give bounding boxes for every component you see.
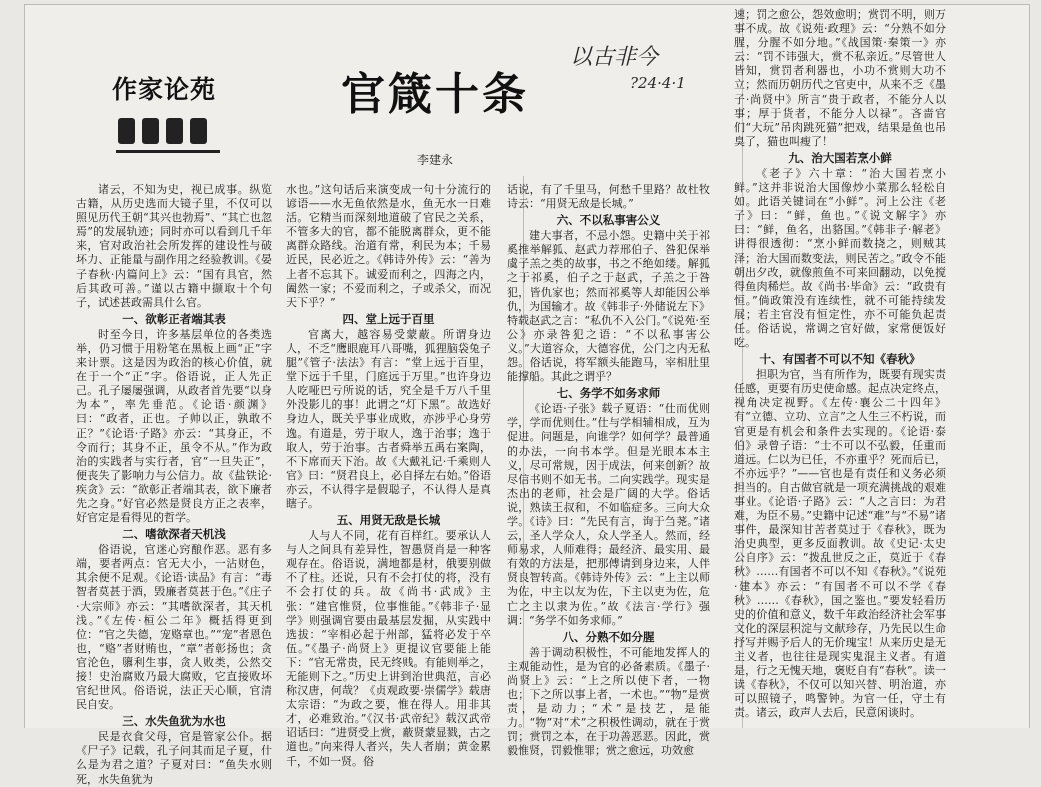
pen-icon bbox=[166, 118, 183, 144]
article-column-2 bbox=[286, 183, 491, 768]
article-column-1 bbox=[76, 183, 272, 786]
paragraph: 官离大，越容易受蒙蔽。所谓身边人，不乏“鹰眼鹿耳八哥嘴，狐狸脑袋兔子腿”《管子·法法》有言：“堂上远于百里，堂下远于千里，门庭远于万里。”也许身边人吃哑巴亏所说的话，究全是千万八千里外没影儿的事！此谓之“灯下黑”。故选好身边人，既关乎事业成败，亦涉乎心身劳逸。有道是，劳于取人，逸于治事；逸于取人，劳于治事。古者舜举五禹右案陶，不下席而天下治。故《大戴礼记·千乘则人官》曰：“贤君良上，必自择左右始。”俗语亦云，不认得字是假聪子，不认得人是真瞎子。 bbox=[286, 327, 491, 510]
paragraph: 担职为官，当有所作为，既要有现实责任感，更要有历史使命感。起点决定终点，视角决定视野。《左传·襄公二十四年》有“立德、立功、立言”之人生三不朽说，而官更是有机会和条件去实现的。《论语·泰伯》录曾子语：“士不可以不弘毅，任重而道远。仁以为已任，不亦重乎？死而后已，不亦远乎？”——官也是有责任和义务必须担当的。自古做官就是一项充满挑战的艰难事业。《论语·子路》云：“人之言曰：为君难，为臣不易。”史籍中记述“难”与“不易”诸事件，最深知甘苦者莫过于《春秋》，既为治史典型，更多反面教训。故《史记·太史公自序》云：“拨乱世反之正，莫近于《春秋》……有国者不可以不知《春秋》。”《说苑·建本》亦云：“有国者不可以不学《春秋》……《春秋》，国之鉴也。”要发轻看历史的价值和意义，数千年政治经济社会军事文化的深层积淀与文献珍存，乃先民以生命抒写并赐予后人的无价瑰宝！从来历史是无主义者，也往往是现实鬼混主义者。有道是，行之无愧天地，褒贬自有“春秋”。读一读《春秋》，不仅可以知兴替、明治道，亦可以照镜子，鸣警钟。为官一任，守土有责。诸云，政声人去后，民意闲谈时。 bbox=[734, 368, 946, 720]
handwritten-note-1: 以古非今 bbox=[570, 45, 659, 70]
paragraph: 民是衣食父母，官是管家公仆。据《尸子》记载，孔子问其而足子夏，什么是为君之道？子夏对曰：“鱼失水则死，水失鱼犹为 bbox=[76, 730, 272, 786]
paragraph: 速；罚之愈公，怨效愈明；赏罚不明，则万事不成。故《说苑·政理》云：“分熟不如分腥，分腥不如分地。”《战国策·秦策一》亦云：“罚不讳强大，赏不私亲近。”尽管世人皆知，赏罚者利器也，小功不赏则大功不立；然而历朝历代之官吏中，从来不乏《墨子·尚贤中》所言“贵于政者，不能分人以事；厚于货者，不能分人以禄”。吝啬官们“大玩”吊肉跳死猫”把戏，结果是鱼也吊臭了，猫也叫瘦了！ bbox=[734, 8, 946, 148]
paragraph: 诸云，不知为史，视已成事。纵览古籍，从历史选而大镜子里，不仅可以照见历代王朝“其兴也勃焉”、“其亡也忽焉”的发展轨迹；同时亦可以看到几千年来，官对政治社会所发挥的建设性与破坏力、正能量与副作用之经验教训。《晏子春秋·内篇问上》云：“国有具官，然后其政可善。”谨以古籍中撷取十个句子，试述甚政需具什么官。 bbox=[76, 183, 272, 309]
paragraph: 《论语·子张》载子夏语：“仕而优则学，学而优则仕。”仕与学相辅相成，互为促进。问题是，向谁学？如何学？最普通的办法，一向书本学。但是光眼本本主义，尽可常规，因于成法，何来创新？故尽信书则不如无书。二向实践学。现实是杰出的老师，社会是广阔的大学。俗话说，熟读王叔和，不如临症多。三向大众学。《诗》曰：“先民有言，询于刍荛。”诸云，圣人学众人，众人学圣人。然而，经师易求，人师难得；最经济、最实用、最有效的方法是，把那傅请到身边来，人伴贤良智转高。《韩诗外传》云：“上主以师为佐，中主以友为佐，下主以吏为佐，危亡之主以隶为佐。”故《法言·学行》强调：“务学不如务求师。” bbox=[507, 402, 710, 627]
pen-icon bbox=[142, 118, 159, 144]
article-title: 官箴十条 bbox=[341, 69, 529, 120]
section-heading: 三、水失鱼犹为水也 bbox=[122, 714, 226, 729]
column-badge bbox=[112, 70, 227, 170]
paragraph: 人与人不同，花有百样红。要承认人与人之间具有差异性，智愚贤肖是一种客观存在。俗语说，满地都是材，俄要别做不了柱。还说，只有不会打仗的将，没有不会打仗的兵。故《尚书·武成》主张：“建官惟贤，位事惟能。”《韩非子·显学》则强调官要由最基层发掘，从实践中选拔：“宰相必起于州部，猛将必发于卒伍。”《墨子·尚贤上》更提议官要能上能下：“官无常贵，民无终贱。有能则举之，无能则下之。”历史上讲到治世典范，言必称汉唐，何哉？《贞观政要·崇儒学》载唐太宗语：“为政之要，惟在得人。用非其才，必难致治。”《汉书·武帝纪》载汉武帝诏话曰：“进贤受上赏，蔽贤蒙显戮，古之道也。”向来得人者兴，失人者崩；黄金累千，不如一贤。俗 bbox=[286, 529, 491, 768]
section-heading: 六、不以私事害公义 bbox=[556, 213, 661, 228]
article-column-3 bbox=[507, 183, 710, 758]
right-border bbox=[1029, 4, 1030, 728]
pen-icon bbox=[190, 118, 207, 144]
section-heading: 一、欲彰正者端其表 bbox=[122, 311, 226, 326]
section-heading: 七、务学不如务求师 bbox=[556, 386, 661, 401]
top-border bbox=[24, 4, 1030, 5]
paragraph: 善于调动积极性，不可能地发挥人的主观能动性，是为官的必备素质。《墨子·尚贤上》云：“上之所以使下者，一物也；下之所以事上者，一术也。”“物”是赏责，是动力；“术”是技艺，是能力。“物”对“术”之积极性调动，就在于赏罚；赏罚之本，在于功善恶恶。因此，赏毅惟贤，罚毅惟罪；赏之愈远，功效愈 bbox=[507, 645, 710, 758]
section-heading: 二、嗜欲深者天机浅 bbox=[122, 527, 226, 542]
section-heading: 四、堂上远于百里 bbox=[342, 311, 435, 326]
handwritten-note-2: ?24·4·1 bbox=[630, 74, 686, 92]
left-border bbox=[24, 4, 25, 728]
article-column-4 bbox=[734, 8, 946, 728]
paragraph: 俗语说，官迷心窍酿作恶。恶有多端，要者两点：官无大小，一沾财色，其余便不足观。《论语·读品》有言：“毒智者莫甚于酒，毁廉者莫甚于色。”《庄子·大宗师》亦云：“其嗜欲深者，其天机浅。”《左传·桓公二年》概括得更到位：“官之失德，宠赂章也。”“宠”者恩色也，“赂”者财贿也，“章”者彰扬也；贪官沦色，隳利生事，贪人败类，公然交接！史治腐败乃最大腐败，它直接败坏官纪世风。俗语说，法正天心顺，官清民自安。 bbox=[76, 543, 272, 712]
paragraph: 建大事者，不忌小怨。史籍中关于祁奚推举解狐、赵武力荐邢伯子、咎犯保举虞子羔之类的故事，书之不绝如缕。解狐之于祁奚，伯子之于赵武，子羔之于咎犯，皆仇家也；然而祁奚等人却能因公举仇，为国输才。故《韩非子·外储说左下》特载赵武之言：“私仇不入公门。”《说苑·至公》亦录咎犯之语：“不以私事害公义。”大道容众，大德容优，公门之内无私怨。俗话说，将军额头能跑马，宰相肚里能撑船。其此之谓乎？ bbox=[507, 229, 710, 384]
author-byline: 李建永 bbox=[416, 153, 453, 167]
column-name: 作家论苑 bbox=[112, 75, 217, 104]
paragraph: 时至今日，许多基层单位的各类选举，仍习惯于用粉笔在黑板上画“正”字来计票。这是因为政治的核心价值，就在于一个“正”字。俗语说，正人先正己。孔子屡屡强调，从政者首先要“以身为本”，率先垂范。《论语·颜渊》曰：“政者，正也。子帅以正，孰敢不正？”《论语·子路》亦云：“其身正，不令而行；其身不正，虽令不从。”作为政治的实践者与实行者，官“一旦失正”，便丧失了影响力与公信力。故《盐铁论·疾贪》云：“欲彰正者端其表，欲下廉者先之身。”好官必然是贤良方正之表率，好官定是看得见的哲学。 bbox=[76, 327, 272, 525]
pen-icon bbox=[118, 118, 135, 144]
section-heading: 九、治大国若烹小鲜 bbox=[788, 150, 892, 165]
paragraph: 水也。”这句话后来演变成一句十分流行的谚语——水无鱼依然是水，鱼无水一日难活。它精当而深刻地道破了官民之关系，不管多大的官，都不能脱离群众，更不能离群众路线。治道有常，利民为本；千易近民，民必近之。《韩诗外传》云：“善为上者不忘其下。诚爱而利之，四海之内，阖然一家；不爱而利之，子或杀父，而况天下乎？” bbox=[286, 183, 491, 309]
section-heading: 十、有国者不可以不知《春秋》 bbox=[759, 352, 921, 367]
paragraph: 《老子》六十章：“治大国若烹小鲜。”这并非说治大国像炒小菜那么轻松自如。此语关键词在“小鲜”。河上公注《老子》曰：“鲜，鱼也。”《说文解字》亦曰：“鲜，鱼名，出貉国。”《韩非子·解老》讲得很透彻：“烹小鲜而数挠之，则贼其泽；治大国而数变法，则民苦之。”政令不能朝出夕改，就像煎鱼不可来回翻动，以免搅得鱼肉稀烂。故《尚书·毕命》云：“政贵有恒。”倘政策没有连续性，就不可能持续发展；若主官没有恒定性，亦不可能负起责任。俗话说，常调之官好做，家常便饭好吃。 bbox=[734, 166, 946, 350]
section-heading: 八、分熟不如分腥 bbox=[562, 629, 655, 644]
paragraph: 话说，有了千里马，何愁千里路？故杜牧诗云：“用贤无敌是长城。” bbox=[507, 183, 710, 211]
badge-rule bbox=[116, 150, 220, 153]
section-heading: 五、用贤无敌是长城 bbox=[336, 513, 441, 528]
